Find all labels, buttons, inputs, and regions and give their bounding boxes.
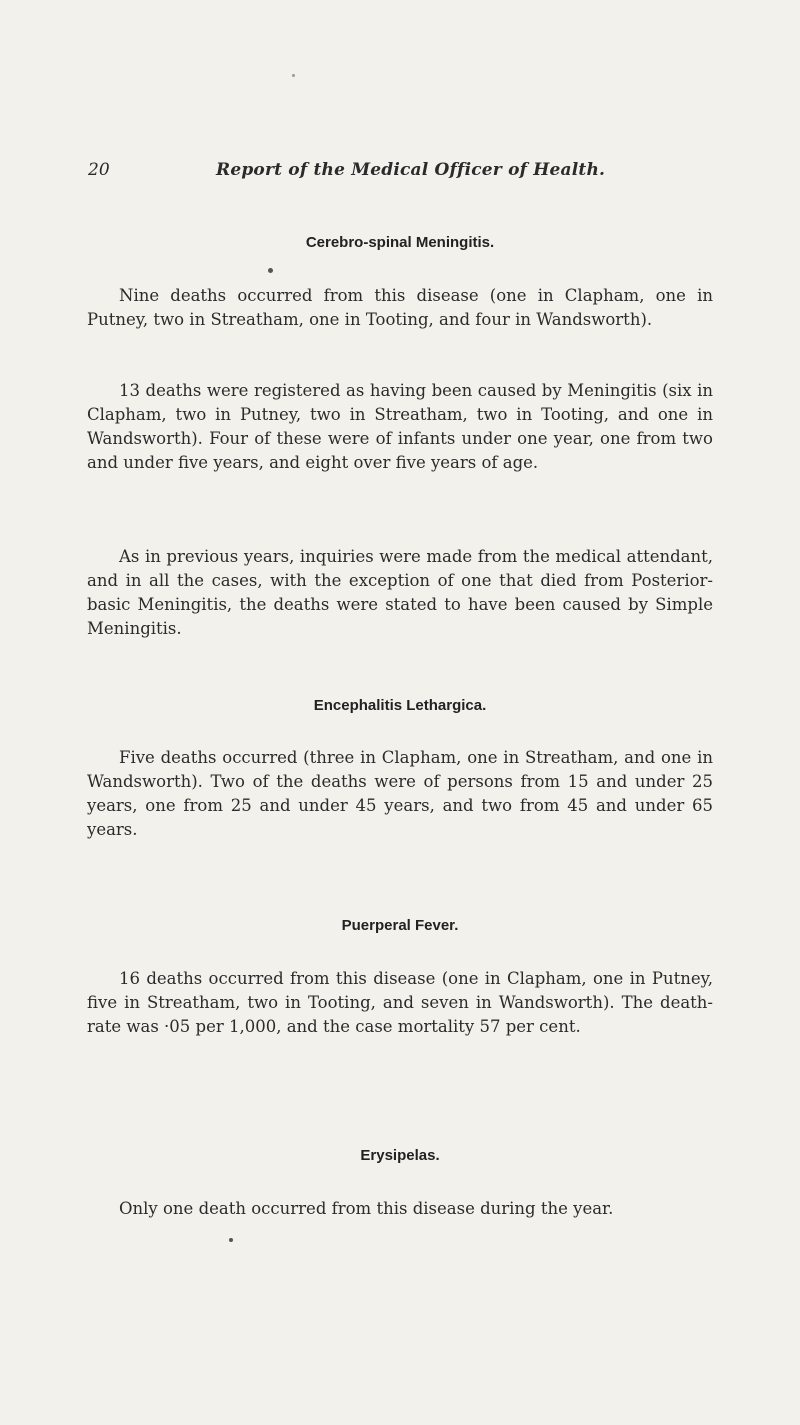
paper-speck bbox=[292, 74, 295, 77]
running-title: Report of the Medical Officer of Health. bbox=[216, 160, 606, 180]
paper-speck bbox=[268, 268, 273, 273]
paragraph: Only one death occurred from this disease during the year. bbox=[119, 1199, 614, 1218]
paragraph: Five deaths occurred (three in Clapham, one in Streatham, and one in Wandsworth). Two of the deaths were of persons from 15 and under 25 years, one from 25 and under 45 years, and two from 45 and under 65 years. bbox=[87, 748, 713, 839]
section-heading-encephalitis-lethargica: Encephalitis Lethargica. bbox=[313, 697, 487, 714]
section-heading-cerebro-spinal-meningitis: Cerebro-spinal Meningitis. bbox=[305, 234, 495, 251]
paragraph: As in previous years, inquiries were made from the medical attendant, and in all the cases, with the exception of one that died from Posterior-basic Meningitis, the deaths were stated to have been caused by Simple Meningitis. bbox=[87, 547, 713, 638]
section-heading-puerperal-fever: Puerperal Fever. bbox=[341, 917, 459, 934]
section-heading-erysipelas: Erysipelas. bbox=[360, 1147, 440, 1164]
paragraph: Nine deaths occurred from this disease (one in Clapham, one in Putney, two in Streatham, one in Tooting, and four in Wandsworth). bbox=[87, 286, 713, 329]
paragraph: 16 deaths occurred from this disease (one in Clapham, one in Putney, five in Streatham, two in Tooting, and seven in Wandsworth). The death-rate was ·05 per 1,000, and the case mortality 57 per cent. bbox=[87, 969, 713, 1036]
page-number: 20 bbox=[88, 160, 110, 180]
paper-speck bbox=[229, 1238, 233, 1242]
paragraph: 13 deaths were registered as having been caused by Meningitis (six in Clapham, two in Putney, two in Streatham, two in Tooting, and one in Wandsworth). Four of these were of infants under one year, one from two and under five years, and eight over five years of age. bbox=[87, 381, 713, 472]
page-header bbox=[88, 160, 708, 190]
